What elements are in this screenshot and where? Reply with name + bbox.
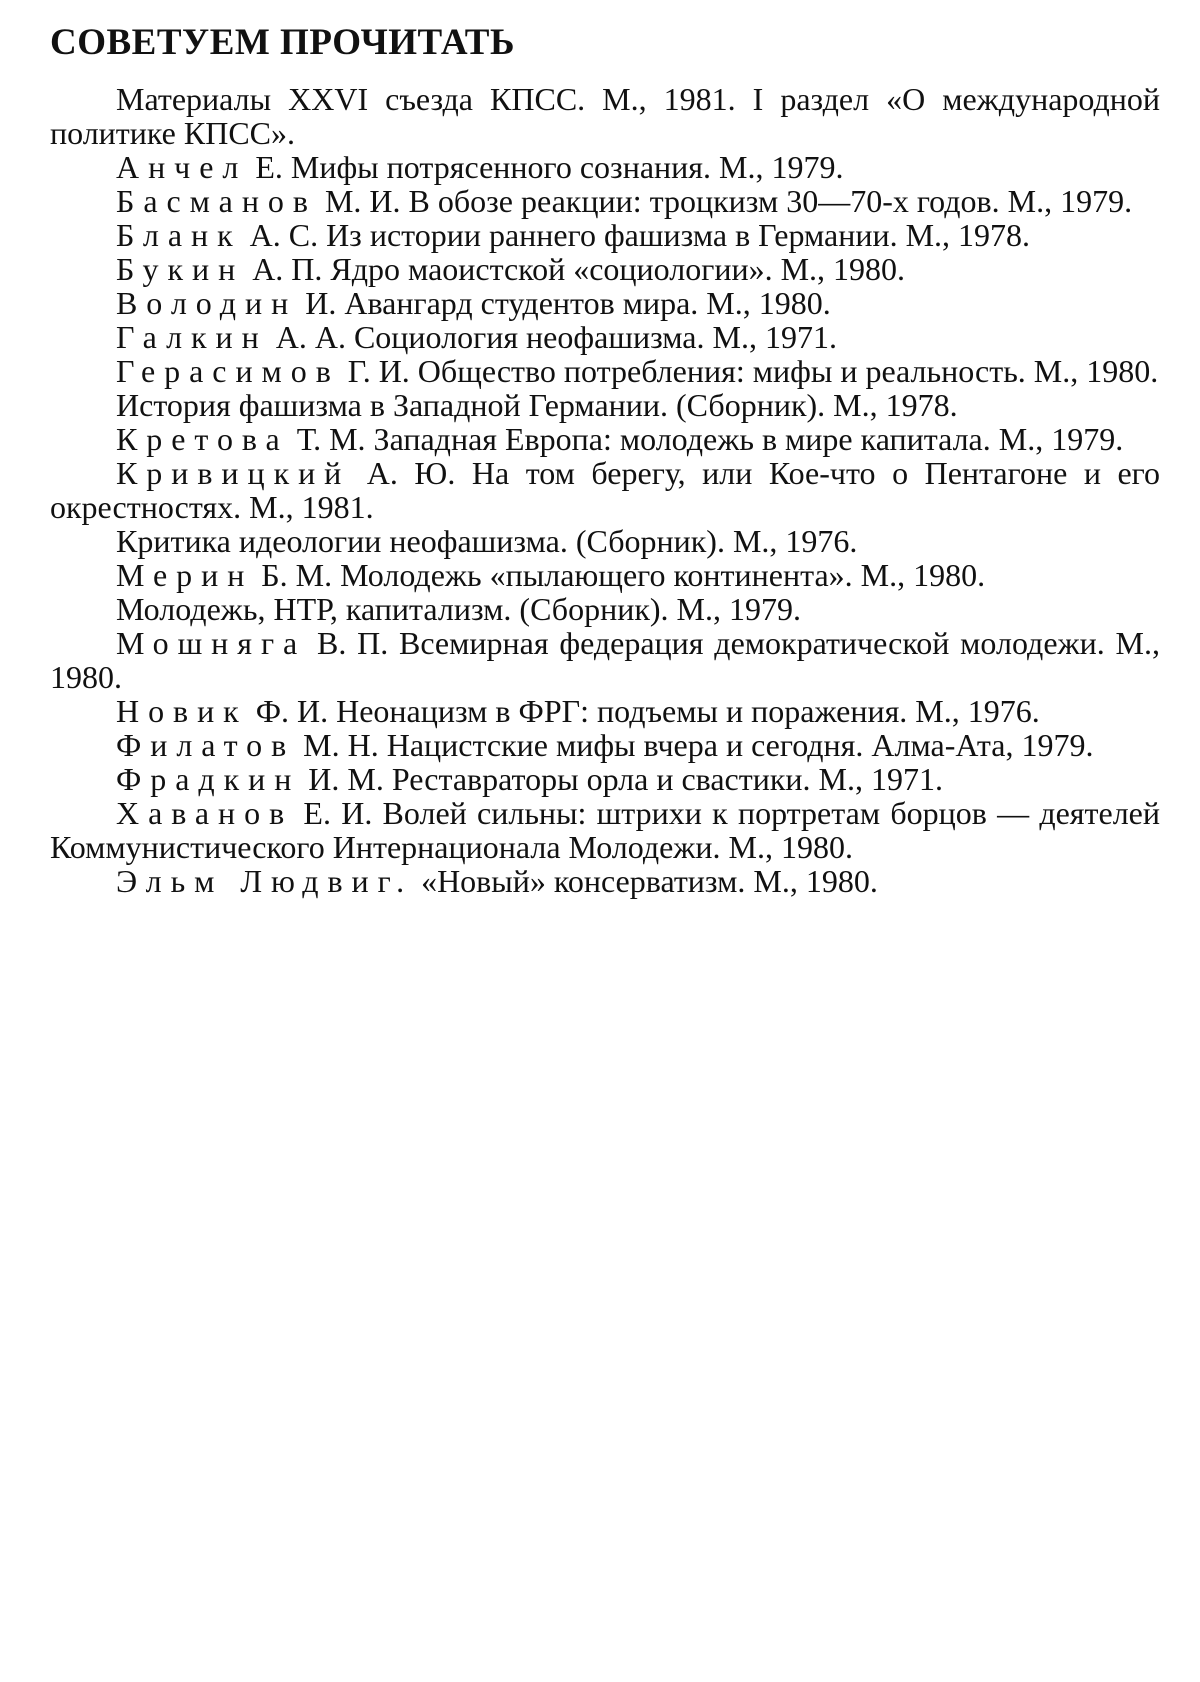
entry-author: Эльм Людвиг. bbox=[116, 863, 414, 899]
bibliography-entry bbox=[50, 626, 1160, 694]
bibliography-entry bbox=[50, 728, 1160, 762]
entry-author: Хаванов bbox=[116, 795, 294, 831]
entry-author: Кретова bbox=[116, 421, 289, 457]
bibliography-entry bbox=[50, 558, 1160, 592]
bibliography-entry bbox=[50, 524, 1160, 558]
entry-author: Мошняга bbox=[116, 625, 307, 661]
entry-author: Фрадкин bbox=[116, 761, 301, 797]
entry-author: Герасимов bbox=[116, 353, 340, 389]
entry-text: А. А. Социология неофашизма. М., 1971. bbox=[267, 319, 837, 355]
bibliography-entry bbox=[50, 762, 1160, 796]
entry-text: Т. М. Западная Европа: молодежь в мире капитала. М., 1979. bbox=[288, 421, 1124, 457]
bibliography-entry bbox=[50, 82, 1160, 150]
entry-text: А. С. Из истории раннего фашизма в Германии. М., 1978. bbox=[241, 217, 1031, 253]
bibliography-entry bbox=[50, 354, 1160, 388]
entry-text: Б. М. Молодежь «пылающего континента». М., 1980. bbox=[253, 557, 986, 593]
entry-text: «Новый» консерватизм. М., 1980. bbox=[413, 863, 878, 899]
entry-text: Материалы XXVI съезда КПСС. М., 1981. I раздел «О международной политике КПСС». bbox=[50, 81, 1160, 151]
entry-text: А. П. Ядро маоистской «социологии». М., 1980. bbox=[244, 251, 906, 287]
bibliography-list bbox=[50, 82, 1160, 898]
entry-text: М. Н. Нацистские мифы вчера и сегодня. Алма-Ата, 1979. bbox=[295, 727, 1094, 763]
page-heading: СОВЕТУЕМ ПРОЧИТАТЬ bbox=[50, 22, 515, 63]
bibliography-entry bbox=[50, 864, 1160, 898]
bibliography-entry bbox=[50, 796, 1160, 864]
bibliography-entry bbox=[50, 184, 1160, 218]
bibliography-entry bbox=[50, 150, 1160, 184]
entry-author: Мерин bbox=[116, 557, 254, 593]
entry-author: Букин bbox=[116, 251, 245, 287]
entry-text: Ф. И. Неонацизм в ФРГ: подъемы и поражения. М., 1976. bbox=[247, 693, 1040, 729]
entry-author: Кривицкий bbox=[116, 455, 351, 491]
entry-author: Володин bbox=[116, 285, 298, 321]
entry-author: Филатов bbox=[116, 727, 296, 763]
entry-text: Критика идеологии неофашизма. (Сборник). М., 1976. bbox=[116, 523, 858, 559]
entry-author: Анчел bbox=[116, 149, 248, 185]
entry-author: Галкин bbox=[116, 319, 268, 355]
entry-text: В. П. Всемирная федерация демократической молодежи. М., 1980. bbox=[50, 625, 1160, 695]
bibliography-entry bbox=[50, 422, 1160, 456]
entry-author: Бланк bbox=[116, 217, 242, 253]
entry-text: История фашизма в Западной Германии. (Сборник). М., 1978. bbox=[116, 387, 958, 423]
bibliography-entry bbox=[50, 694, 1160, 728]
entry-author: Басманов bbox=[116, 183, 317, 219]
bibliography-entry bbox=[50, 456, 1160, 524]
bibliography-entry bbox=[50, 252, 1160, 286]
bibliography-entry bbox=[50, 388, 1160, 422]
entry-text: Молодежь, НТР, капитализм. (Сборник). М., 1979. bbox=[116, 591, 801, 627]
entry-text: Е. Мифы потрясенного сознания. М., 1979. bbox=[247, 149, 844, 185]
entry-text: И. М. Реставраторы орла и свастики. М., 1971. bbox=[300, 761, 943, 797]
bibliography-entry bbox=[50, 320, 1160, 354]
bibliography-entry bbox=[50, 592, 1160, 626]
entry-text: А. Ю. На том берегу, или Кое-что о Пентагоне и его окрестностях. М., 1981. bbox=[50, 455, 1160, 525]
entry-text: И. Авангард студентов мира. М., 1980. bbox=[297, 285, 831, 321]
entry-text: Г. И. Общество потребления: мифы и реальность. М., 1980. bbox=[339, 353, 1159, 389]
entry-text: Е. И. Волей сильны: штрихи к портретам борцов — деятелей Коммунистического Интернационала Молодежи. М., 1980. bbox=[50, 795, 1160, 865]
bibliography-entry bbox=[50, 218, 1160, 252]
entry-author: Новик bbox=[116, 693, 248, 729]
bibliography-entry bbox=[50, 286, 1160, 320]
entry-text: М. И. В обозе реакции: троцкизм 30—70-х годов. М., 1979. bbox=[316, 183, 1133, 219]
